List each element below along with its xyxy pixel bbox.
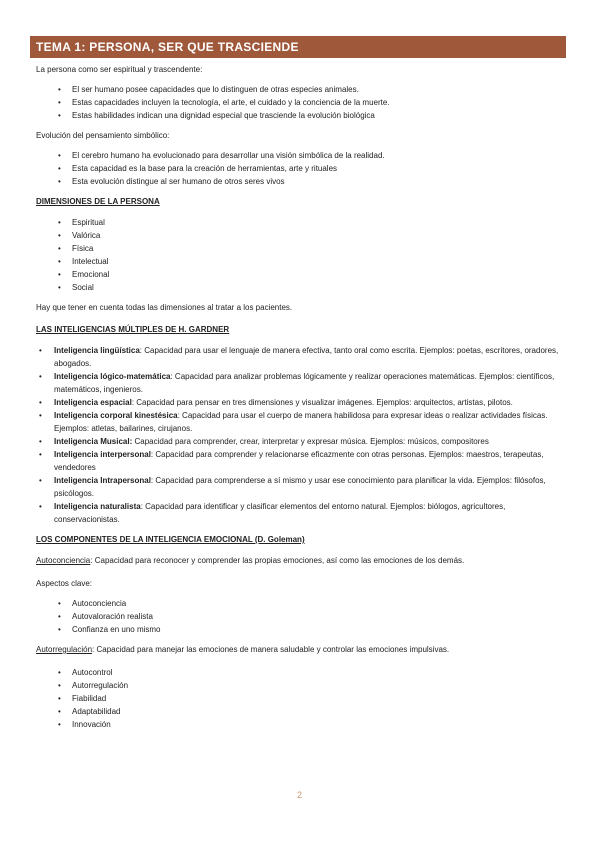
list-item [36, 344, 566, 370]
item-desc: : Capacidad para comprenderse a sí mismo y usar ese conocimiento para planificar la vida. Ejemplos: filósofos, psicólogos. [54, 476, 546, 498]
list-item: • Autovaloración realista [36, 610, 566, 623]
aspectos-list [36, 597, 566, 636]
list-item [36, 435, 566, 448]
list-item: • Innovación [36, 718, 566, 731]
autoconciencia-term: Autoconciencia [36, 556, 91, 565]
item-term: Inteligencia lógico-matemática [54, 372, 171, 381]
item-term: Inteligencia espacial [54, 398, 132, 407]
list-item: • Emocional [36, 268, 566, 281]
list-item: • Intelectual [36, 255, 566, 268]
list-item: • Fiabilidad [36, 692, 566, 705]
item-term: Inteligencia naturalista [54, 502, 141, 511]
list-item [36, 409, 566, 435]
list-item: • Espiritual [36, 216, 566, 229]
item-desc: : Capacidad para identificar y clasificar elementos del entorno natural. Ejemplos: biólogos, agricultores, conservacionistas. [54, 502, 506, 524]
intro-list-1 [36, 83, 566, 122]
aspectos-label: Aspectos clave: [36, 579, 93, 588]
item-desc: : Capacidad para comprender y relacionarse eficazmente con otras personas. Ejemplos: maestros, terapeutas, vendedores [54, 450, 544, 472]
item-desc: : Capacidad para analizar problemas lógicamente y realizar operaciones matemáticas. Ejemplos: científicos, matemáticos, ingenieros. [54, 372, 555, 394]
intro-list-2 [36, 149, 566, 188]
list-item [36, 474, 566, 500]
autorregulacion-desc: : Capacidad para manejar las emociones de manera saludable y controlar las emociones impulsivas. [92, 645, 450, 654]
list-item: • Confianza en uno mismo [36, 623, 566, 636]
autoconciencia-desc: : Capacidad para reconocer y comprender las propias emociones, así como las emociones de los demás. [90, 556, 465, 565]
section-title: TEMA 1: PERSONA, SER QUE TRASCIENDE [30, 36, 566, 58]
item-term: Inteligencia lingüística [54, 346, 140, 355]
item-desc: : Capacidad para pensar en tres dimensiones y visualizar imágenes. Ejemplos: arquitectos, artistas, pilotos. [131, 398, 513, 407]
intro-paragraph-1: La persona como ser espiritual y trascendente: [36, 65, 203, 74]
page-content [36, 63, 566, 731]
item-desc: : Capacidad para usar el lenguaje de manera efectiva, tanto oral como escrita. Ejemplos: poetas, escritores, oradores, abogados. [54, 346, 559, 368]
autorregulacion-list [36, 666, 566, 731]
list-item: • Esta capacidad es la base para la creación de herramientas, arte y rituales [36, 162, 566, 175]
list-item: • Valórica [36, 229, 566, 242]
list-item: • Física [36, 242, 566, 255]
dimensiones-list [36, 216, 566, 294]
list-item: • Autoconciencia [36, 597, 566, 610]
item-desc: : Capacidad para usar el cuerpo de manera habilidosa para expresar ideas o realizar actividades físicas. Ejemplos: atletas, bailarines, cirujanos. [54, 411, 548, 433]
list-item: • Autorregulación [36, 679, 566, 692]
autorregulacion-paragraph [36, 643, 566, 656]
list-item [36, 448, 566, 474]
item-term: Inteligencia corporal kinestésica [54, 411, 178, 420]
list-item: • El cerebro humano ha evolucionado para desarrollar una visión simbólica de la realidad. [36, 149, 566, 162]
dimensiones-heading: DIMENSIONES DE LA PERSONA [36, 197, 160, 206]
list-item: • Esta evolución distingue al ser humano de otros seres vivos [36, 175, 566, 188]
list-item: • Estas habilidades indican una dignidad especial que trasciende la evolución biológica [36, 109, 566, 122]
list-item [36, 370, 566, 396]
list-item: • Social [36, 281, 566, 294]
list-item: • Estas capacidades incluyen la tecnología, el arte, el cuidado y la conciencia de la muerte. [36, 96, 566, 109]
list-item [36, 396, 566, 409]
intro-paragraph-2: Evolución del pensamiento simbólico: [36, 131, 170, 140]
gardner-heading: LAS INTELIGENCIAS MÚLTIPLES DE H. GARDNER [36, 325, 230, 334]
list-item: • Autocontrol [36, 666, 566, 679]
item-term: Inteligencia Intrapersonal [54, 476, 151, 485]
item-term: Inteligencia interpersonal [54, 450, 151, 459]
autoconciencia-paragraph [36, 554, 566, 567]
goleman-heading: LOS COMPONENTES DE LA INTELIGENCIA EMOCIONAL (D. Goleman) [36, 535, 305, 544]
item-desc: Capacidad para comprender, crear, interpretar y expresar música. Ejemplos: músicos, compositores [132, 437, 489, 446]
list-item: • Adaptabilidad [36, 705, 566, 718]
list-item [36, 500, 566, 526]
list-item: • El ser humano posee capacidades que lo distinguen de otras especies animales. [36, 83, 566, 96]
item-term: Inteligencia Musical: [54, 437, 133, 446]
autorregulacion-term: Autorregulación [36, 645, 93, 654]
dimensiones-note: Hay que tener en cuenta todas las dimensiones al tratar a los pacientes. [36, 303, 293, 312]
page-number: 2 [296, 790, 302, 800]
gardner-list [36, 344, 566, 526]
